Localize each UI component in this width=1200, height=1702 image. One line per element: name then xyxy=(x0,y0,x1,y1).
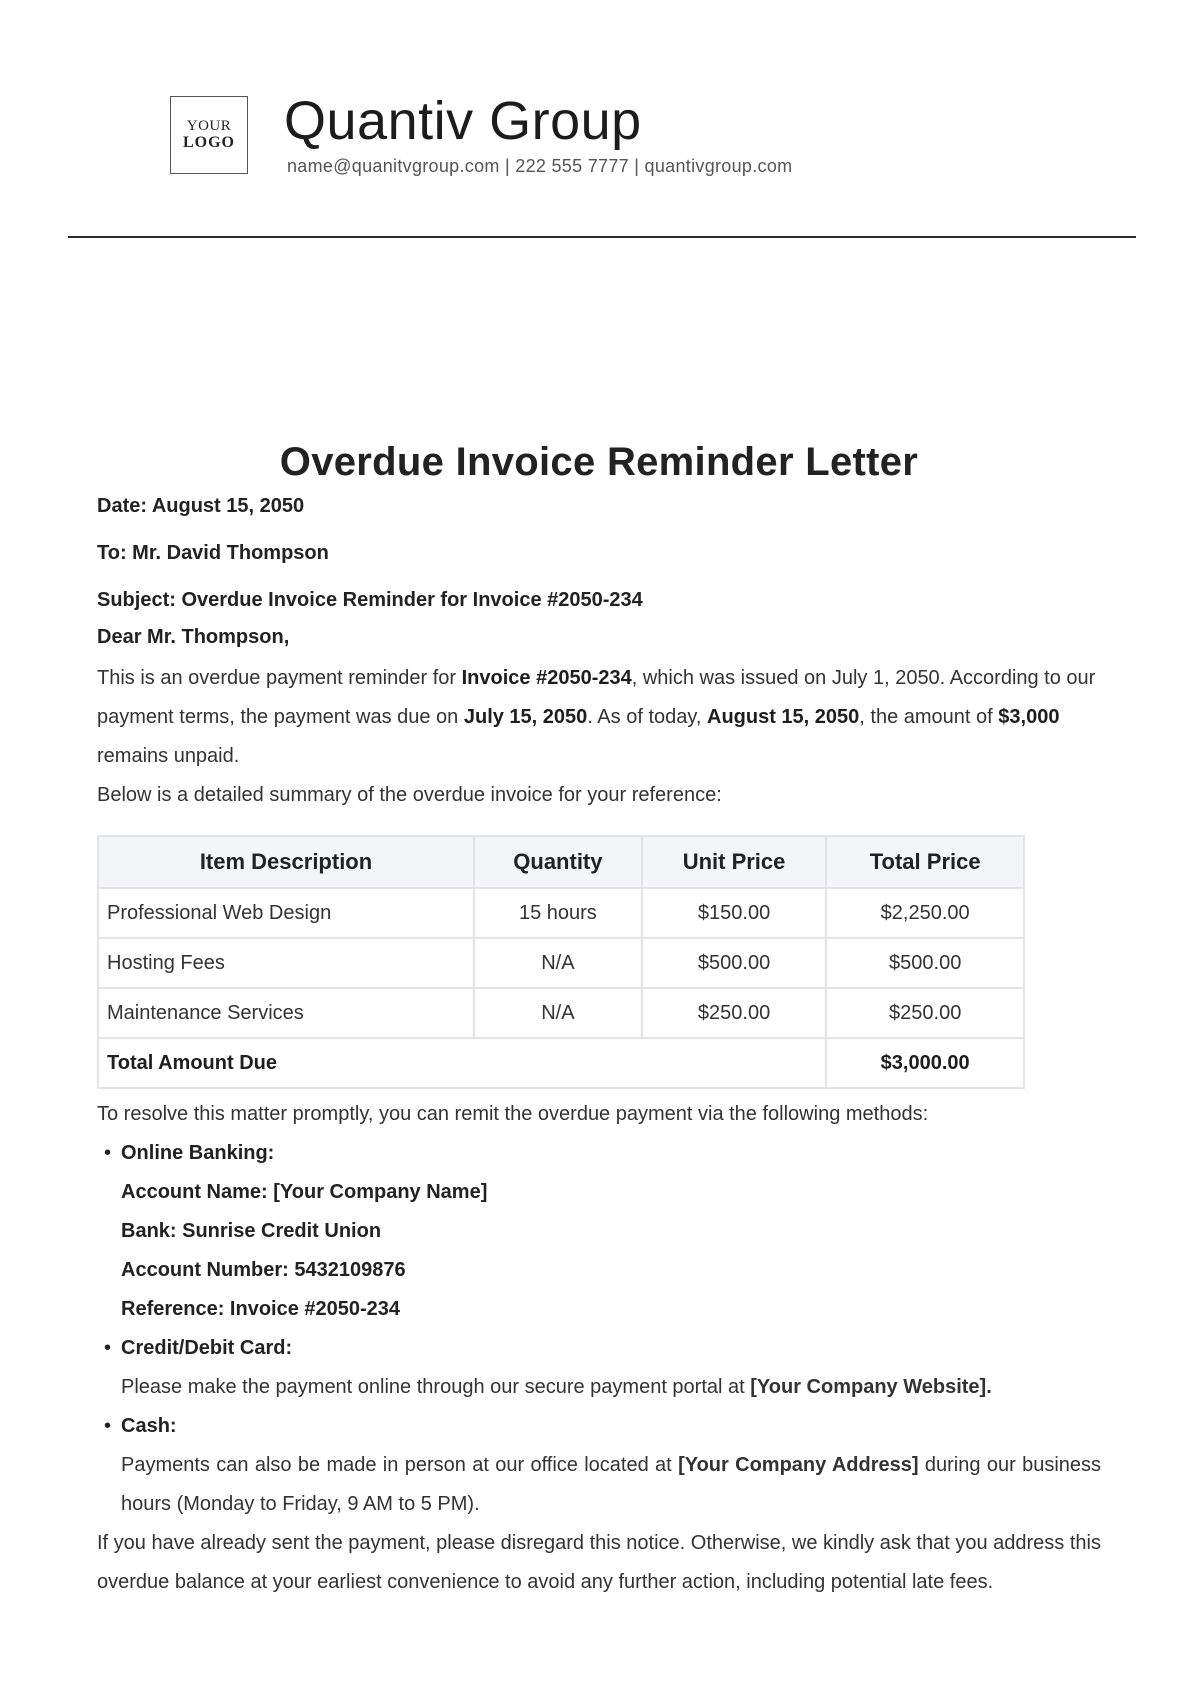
column-header: Total Price xyxy=(826,836,1024,888)
company-website-placeholder: [Your Company Website]. xyxy=(750,1376,992,1398)
table-header-row xyxy=(98,836,1024,888)
intro-text-5: remains unpaid. xyxy=(97,745,240,767)
column-header: Item Description xyxy=(98,836,474,888)
table-row xyxy=(98,888,1024,938)
closing-paragraph: If you have already sent the payment, please disregard this notice. Otherwise, we kindly ask that you address this overdue balance at your earliest convenience to avoid any further action, including potential late fees. xyxy=(97,1532,1101,1593)
cash-title: Cash: xyxy=(121,1415,177,1437)
item-unit-price: $150.00 xyxy=(642,888,827,938)
intro-text-2: , which was issued on July 1, 2050. According to our payment terms, the payment was due on xyxy=(97,667,1096,728)
cash-text-2: during our business hours (Monday to Friday, 9 AM to 5 PM). xyxy=(121,1454,1102,1515)
intro-text-1: This is an overdue payment reminder for xyxy=(97,667,462,689)
intro-amount: $3,000 xyxy=(998,706,1060,728)
intro-paragraph xyxy=(97,659,1101,776)
item-total-price: $500.00 xyxy=(826,938,1024,988)
total-value: $3,000.00 xyxy=(826,1038,1024,1088)
item-quantity: N/A xyxy=(474,938,642,988)
online-banking-title: Online Banking: xyxy=(121,1142,275,1164)
summary-intro: Below is a detailed summary of the overdue invoice for your reference: xyxy=(97,784,722,806)
intro-due-date: July 15, 2050 xyxy=(463,706,588,728)
letter-recipient: To: Mr. David Thompson xyxy=(97,542,329,564)
item-quantity: 15 hours xyxy=(474,888,642,938)
item-total-price: $250.00 xyxy=(826,988,1024,1038)
cash-text-1: Payments can also be made in person at our office located at xyxy=(121,1454,679,1476)
account-name: Account Name: [Your Company Name] xyxy=(121,1181,488,1203)
letter-salutation: Dear Mr. Thompson, xyxy=(97,626,290,648)
letter-title: Overdue Invoice Reminder Letter xyxy=(279,440,919,484)
column-header: Quantity xyxy=(474,836,642,888)
account-number: Account Number: 5432109876 xyxy=(121,1259,406,1281)
invoice-table xyxy=(97,835,1025,1089)
table-row xyxy=(98,938,1024,988)
payment-method-card xyxy=(97,1329,1101,1407)
column-header: Unit Price xyxy=(642,836,827,888)
intro-text-4: , the amount of xyxy=(859,706,999,728)
bank-name: Bank: Sunrise Credit Union xyxy=(121,1220,382,1242)
cash-instructions xyxy=(121,1446,1101,1524)
bullet-icon: • xyxy=(104,1142,112,1164)
card-instructions xyxy=(121,1368,1101,1407)
item-total-price: $2,250.00 xyxy=(826,888,1024,938)
intro-invoice-number: Invoice #2050-234 xyxy=(461,667,632,689)
table-row xyxy=(98,988,1024,1038)
item-description: Professional Web Design xyxy=(98,888,474,938)
item-unit-price: $500.00 xyxy=(642,938,827,988)
payment-method-cash xyxy=(97,1407,1101,1524)
item-description: Hosting Fees xyxy=(98,938,474,988)
company-address-placeholder: [Your Company Address] xyxy=(678,1454,919,1476)
letter-date: Date: August 15, 2050 xyxy=(97,495,305,517)
card-text: Please make the payment online through our secure payment portal at xyxy=(121,1376,751,1398)
item-quantity: N/A xyxy=(474,988,642,1038)
item-unit-price: $250.00 xyxy=(642,988,827,1038)
logo-line-2: LOGO xyxy=(182,134,235,152)
item-description: Maintenance Services xyxy=(98,988,474,1038)
letter-subject: Subject: Overdue Invoice Reminder for Invoice #2050-234 xyxy=(97,589,643,611)
methods-intro: To resolve this matter promptly, you can remit the overdue payment via the following methods: xyxy=(97,1103,929,1125)
card-title: Credit/Debit Card: xyxy=(121,1337,293,1359)
intro-text-3: . As of today, xyxy=(587,706,707,728)
letter-body xyxy=(97,440,1101,1602)
bullet-icon: • xyxy=(104,1415,112,1437)
payment-reference: Reference: Invoice #2050-234 xyxy=(121,1298,401,1320)
intro-today-date: August 15, 2050 xyxy=(707,706,860,728)
header-divider xyxy=(68,236,1136,238)
bullet-icon: • xyxy=(104,1337,112,1359)
payment-method-online xyxy=(97,1134,1101,1329)
company-logo xyxy=(170,96,248,174)
contact-line: name@quanitvgroup.com | 222 555 7777 | quantivgroup.com xyxy=(287,156,793,176)
total-row xyxy=(98,1038,1024,1088)
logo-line-1: YOUR xyxy=(186,117,232,134)
company-name: Quantiv Group xyxy=(284,91,642,151)
total-label: Total Amount Due xyxy=(98,1038,826,1088)
payment-methods-list xyxy=(97,1134,1101,1524)
